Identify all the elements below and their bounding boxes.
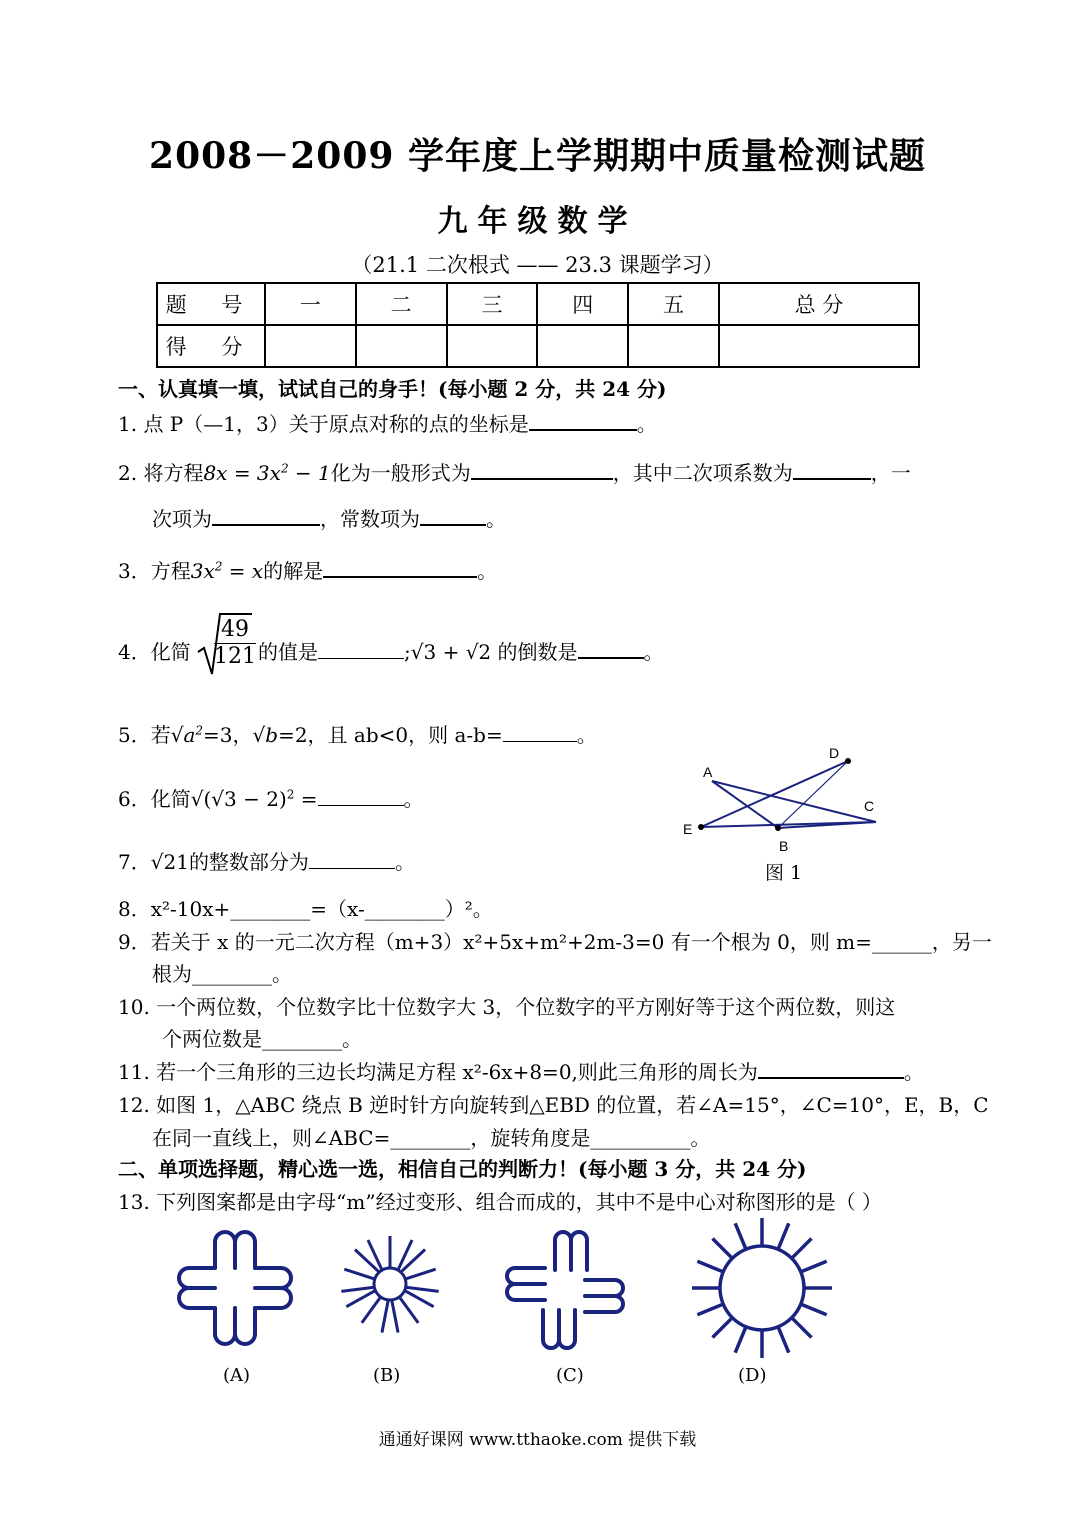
question-2: 2. 将方程$8x = 3x^2 - 1$化为一般形式为 ，其中二次项系数为 ，一 <box>118 457 911 486</box>
footer-credit: 通通好课网 www.tthaoke.com 提供下载 <box>378 1430 697 1450</box>
question-4-rest: 的值是 ;√3 + √2 的倒数是 。 <box>258 636 664 665</box>
pattern-a <box>175 1228 295 1348</box>
option-a-label[interactable]: (A) <box>223 1365 251 1386</box>
score-cell[interactable] <box>537 325 628 367</box>
answer-blank[interactable] <box>758 1057 904 1079</box>
question-12: 12. 如图 1，△ABC 绕点 B 逆时针方向旋转到△EBD 的位置，若∠A=15°，∠C=10°，E，B，C <box>118 1093 989 1117</box>
question-12-line2: 在同一直线上，则∠ABC=________，旋转角度是__________。 <box>152 1126 711 1150</box>
score-table-row2-label: 得 分 <box>157 325 265 367</box>
sqrt-b: √b <box>252 723 279 747</box>
equation: $8x = 3x^2 - 1$ <box>203 461 331 485</box>
question-5: 5．若$√a^2=3$，√b=2，且 ab<0，则 a-b= 。 <box>118 723 597 747</box>
answer-blank[interactable] <box>529 409 637 431</box>
answer-blank[interactable] <box>309 848 395 869</box>
triangle-EBD <box>701 761 876 828</box>
score-table-header-row <box>157 283 919 325</box>
answer-blank[interactable] <box>318 785 404 806</box>
score-table-score-row <box>157 325 919 367</box>
score-table-col: 总 分 <box>719 283 919 325</box>
option-b-label[interactable]: (B) <box>373 1365 401 1386</box>
score-cell[interactable] <box>628 325 719 367</box>
answer-blank[interactable] <box>318 638 404 659</box>
answer-blank[interactable] <box>471 458 613 480</box>
question-7: 7．√21的整数部分为 。 <box>118 850 415 874</box>
score-cell[interactable] <box>356 325 447 367</box>
fraction-49-121: $\frac{49}{121}$ <box>214 617 256 669</box>
label-A: A <box>703 764 713 780</box>
answer-blank[interactable] <box>212 504 320 526</box>
label-B: B <box>779 838 789 854</box>
score-cell[interactable] <box>719 325 919 367</box>
answer-blank[interactable] <box>503 721 577 742</box>
option-c-label[interactable]: (C) <box>556 1365 584 1386</box>
question-9: 9．若关于 x 的一元二次方程（m+3）x²+5x+m²+2m-3=0 有一个根为 0，则 m=______，另一 <box>118 930 992 954</box>
score-cell[interactable] <box>265 325 356 367</box>
question-4-prefix: 4．化简 <box>118 640 191 664</box>
question-8: 8．x²-10x+________=（x-________）²。 <box>118 897 493 921</box>
pattern-d <box>685 1212 840 1362</box>
point-E <box>698 824 704 830</box>
exam-subject: 九年级数学 <box>437 204 638 239</box>
sqrt-expression: $√(√3 - 2)^2$ <box>190 787 295 811</box>
exam-scope: （21.1 二次根式 —— 23.3 课题学习） <box>351 253 724 277</box>
triangle-ABC <box>712 781 876 828</box>
option-d-label[interactable]: (D) <box>738 1365 767 1386</box>
sqrt3-plus-sqrt2: √3 + √2 <box>410 640 492 664</box>
question-11: 11. 若一个三角形的三边长均满足方程 x²-6x+8=0,则此三角形的周长为 。 <box>118 1056 924 1085</box>
answer-blank[interactable] <box>323 556 477 578</box>
label-C: C <box>864 798 875 814</box>
question-10: 10. 一个两位数，个位数字比十位数字大 3，个位数字的平方刚好等于这个两位数，则这 <box>118 995 896 1019</box>
sqrt-21: √21 <box>150 850 189 874</box>
answer-blank[interactable] <box>578 637 644 659</box>
question-2-line2: 次项为 ，常数项为 。 <box>152 503 506 532</box>
score-table-col: 五 <box>628 283 719 325</box>
figure-1-caption: 图 1 <box>765 862 803 884</box>
point-D <box>845 758 851 764</box>
exam-title: 2008－2009 学年度上学期期中质量检测试题 <box>149 135 926 177</box>
question-1: 1. 点 P（—1，3）关于原点对称的点的坐标是 。 <box>118 408 657 437</box>
score-table-col: 四 <box>537 283 628 325</box>
label-D: D <box>829 745 840 761</box>
question-10-line2: 个两位数是________。 <box>162 1027 362 1051</box>
score-table-col: 一 <box>265 283 356 325</box>
score-cell[interactable] <box>447 325 538 367</box>
pattern-b <box>340 1228 440 1338</box>
answer-blank[interactable] <box>420 504 486 526</box>
question-9-line2: 根为________。 <box>152 962 292 986</box>
section2-heading: 二、单项选择题，精心选一选，相信自己的判断力！(每小题 3 分，共 24 分) <box>118 1157 807 1181</box>
answer-blank[interactable] <box>793 458 871 480</box>
question-3: 3．方程$3x^2 = x$的解是 。 <box>118 555 497 584</box>
pattern-c <box>500 1225 630 1355</box>
equation: $3x^2 = x$ <box>190 559 264 583</box>
section1-heading: 一、认真填一填，试试自己的身手！(每小题 2 分，共 24 分) <box>118 377 667 401</box>
label-E: E <box>683 821 693 837</box>
point-B <box>775 825 781 831</box>
question-13: 13. 下列图案都是由字母“m”经过变形、组合而成的，其中不是中心对称图形的是（ ） <box>118 1190 882 1214</box>
score-table <box>156 282 920 368</box>
sqrt-a-squared: $√a^2$ <box>170 723 204 747</box>
score-table-col: 三 <box>447 283 538 325</box>
score-table-row1-label: 题 号 <box>157 283 265 325</box>
question-6: 6．化简$√(√3 - 2)^2$ = 。 <box>118 787 424 811</box>
score-table-col: 二 <box>356 283 447 325</box>
